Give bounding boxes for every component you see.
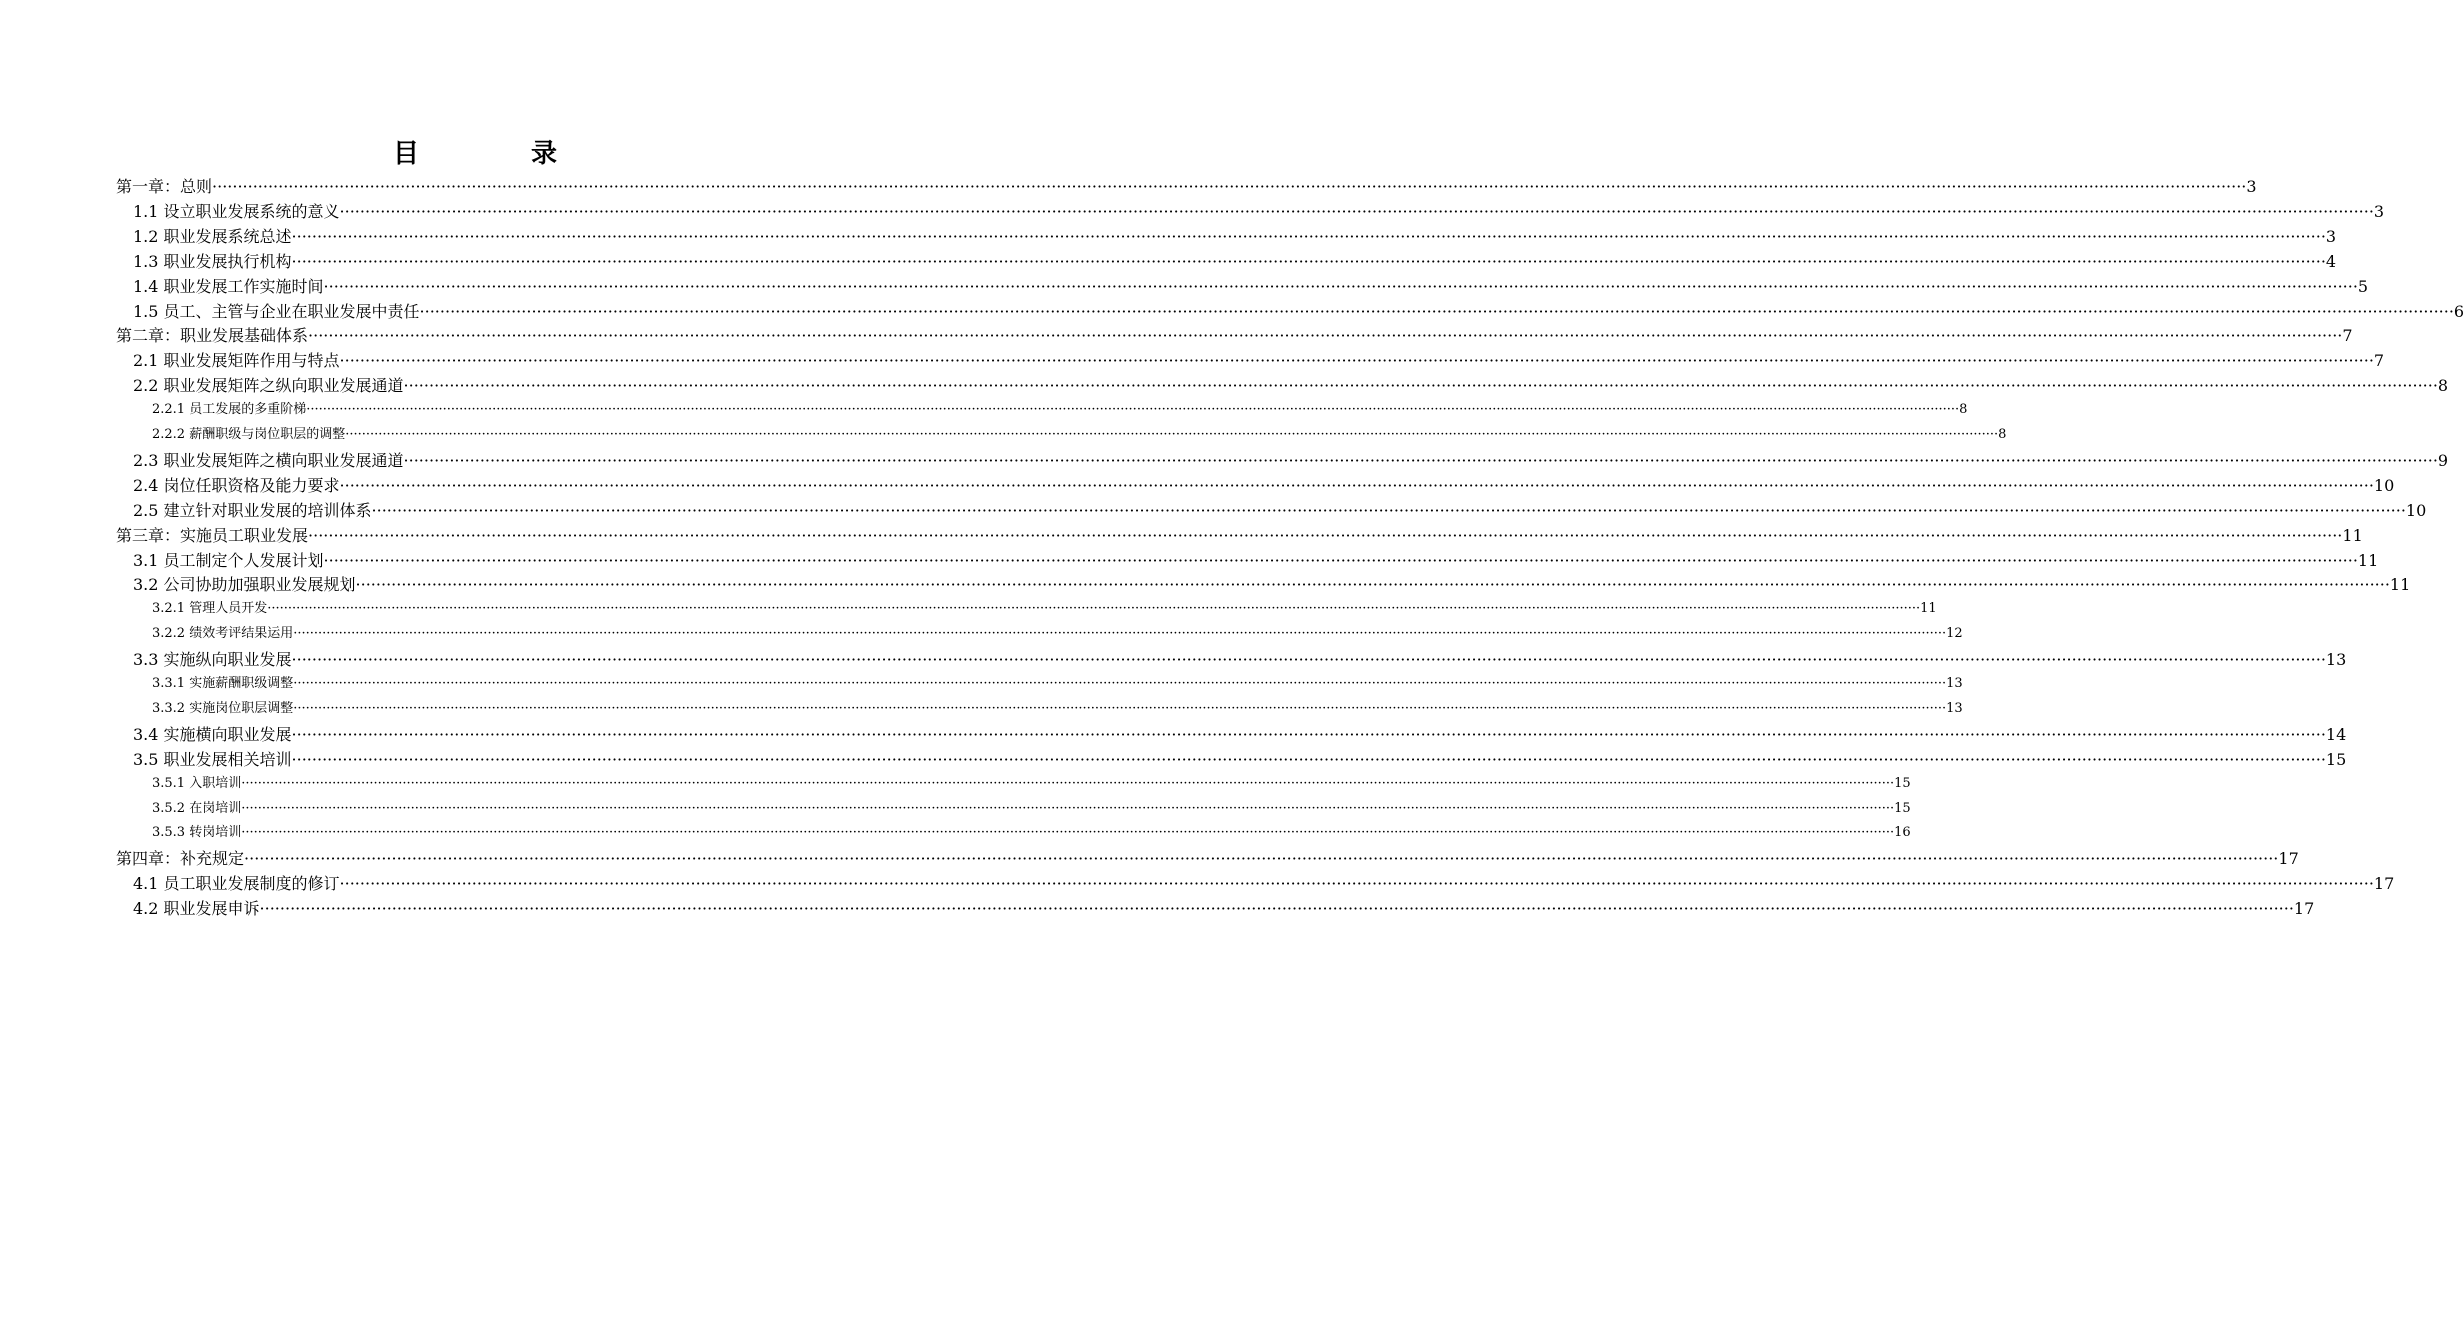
- toc-entry[interactable]: [116, 323, 2353, 346]
- toc-entry-label: 3.5.1 入职培训: [152, 775, 242, 791]
- toc-entry[interactable]: [133, 722, 2347, 745]
- toc-dot-leader: ················································································································································································································································································································································································································: [306, 402, 1960, 418]
- toc-entry[interactable]: [133, 498, 2427, 521]
- toc-dot-leader: ················································································································································································································································································································································································································: [259, 899, 2294, 919]
- toc-dot-leader: ················································································································································································································································································································································································································: [403, 450, 2438, 470]
- toc-dot-leader: ················································································································································································································································································································································································································: [291, 226, 2326, 246]
- toc-entry-page-number: 10: [2373, 475, 2395, 495]
- toc-entry-page-number: 12: [1946, 626, 1963, 642]
- toc-dot-leader: ················································································································································································································································································································································································································: [345, 427, 1999, 442]
- toc-title-part1: 目: [392, 139, 419, 169]
- toc-entry-label: 3.2 公司协助加强职业发展规划: [133, 575, 356, 595]
- toc-entry[interactable]: [133, 224, 2337, 247]
- toc-entry-label: 2.2 职业发展矩阵之纵向职业发展通道: [133, 376, 404, 396]
- toc-dot-leader: ················································································································································································································································································································································································································: [293, 700, 1947, 716]
- toc-entry-label: 2.2.1 员工发展的多重阶梯: [152, 402, 307, 418]
- toc-entry[interactable]: [133, 199, 2385, 222]
- toc-entry[interactable]: [133, 448, 2449, 471]
- toc-entry-label: 3.3.2 实施岗位职层调整: [152, 700, 294, 716]
- toc-entry-page-number: 13: [1946, 676, 1963, 691]
- toc-entry-page-number: 11: [2357, 550, 2379, 570]
- toc-entry-label: 第一章：总则: [116, 177, 213, 196]
- toc-entry-page-number: 15: [1894, 800, 1911, 816]
- toc-entry[interactable]: [133, 548, 2379, 571]
- toc-entry-page-number: 11: [2342, 525, 2363, 545]
- toc-entry-label: 1.1 设立职业发展系统的意义: [133, 201, 340, 221]
- toc-entry-label: 3.5.2 在岗培训: [152, 800, 242, 816]
- toc-dot-leader: ················································································································································································································································································································································································································: [339, 475, 2374, 495]
- toc-entry-page-number: 11: [1920, 601, 1937, 617]
- toc-entry[interactable]: [133, 647, 2347, 670]
- toc-entry[interactable]: [133, 274, 2369, 297]
- toc-entry-page-number: 7: [2373, 351, 2385, 371]
- toc-entry-page-number: 4: [2325, 251, 2337, 271]
- toc-dot-leader: ················································································································································································································································································································································································································: [291, 251, 2326, 271]
- toc-title: [0, 133, 950, 170]
- toc-entry[interactable]: [133, 373, 2449, 396]
- toc-dot-leader: ················································································································································································································································································································································································································: [308, 525, 2343, 545]
- toc-entry[interactable]: [152, 398, 1968, 418]
- toc-dot-leader: ················································································································································································································································································································································································································: [241, 825, 1895, 841]
- toc-entry-label: 第三章：实施员工职业发展: [116, 525, 309, 545]
- toc-entry[interactable]: [152, 772, 1911, 791]
- toc-entry-label: 3.4 实施横向职业发展: [133, 724, 292, 744]
- toc-entry-page-number: 13: [2325, 650, 2347, 670]
- toc-entry[interactable]: [133, 747, 2347, 770]
- toc-dot-leader: ················································································································································································································································································································································································································: [339, 874, 2374, 894]
- toc-entry-page-number: 13: [1946, 700, 1963, 716]
- toc-entry-label: 2.2.2 薪酬职级与岗位职层的调整: [152, 427, 346, 442]
- toc-entry-label: 第二章：职业发展基础体系: [116, 326, 309, 346]
- toc-title-part2: 录: [531, 139, 558, 169]
- toc-entry[interactable]: [152, 423, 2007, 442]
- toc-entry[interactable]: [116, 846, 2299, 869]
- toc-entry-page-number: 15: [1894, 775, 1911, 791]
- toc-entry-page-number: 10: [2405, 500, 2427, 520]
- toc-entry-label: 2.4 岗位任职资格及能力要求: [133, 475, 340, 495]
- toc-entry[interactable]: [152, 622, 1963, 642]
- toc-entry[interactable]: [152, 672, 1963, 691]
- toc-entry[interactable]: [152, 821, 1911, 841]
- toc-entry-page-number: 14: [2325, 724, 2347, 744]
- toc-entry[interactable]: [133, 871, 2395, 894]
- toc-dot-leader: ················································································································································································································································································································································································································: [212, 177, 2247, 196]
- toc-entry-page-number: 11: [2389, 575, 2411, 595]
- toc-dot-leader: ················································································································································································································································································································································································································: [308, 326, 2343, 346]
- toc-dot-leader: ················································································································································································································································································································································································································: [291, 724, 2326, 744]
- toc-dot-leader: ················································································································································································································································································································································································································: [244, 849, 2279, 869]
- toc-entry-page-number: 17: [2293, 899, 2315, 919]
- toc-entry-page-number: 6: [2453, 301, 2464, 321]
- toc-dot-leader: ················································································································································································································································································································································································································: [339, 351, 2374, 371]
- toc-dot-leader: ················································································································································································································································································································································································································: [371, 500, 2406, 520]
- toc-dot-leader: ················································································································································································································································································································································································································: [323, 276, 2358, 296]
- toc-entry-page-number: 9: [2437, 450, 2449, 470]
- toc-entry-page-number: 7: [2342, 326, 2353, 346]
- toc-entry-label: 4.2 职业发展申诉: [133, 899, 260, 919]
- toc-dot-leader: ················································································································································································································································································································································································································: [267, 601, 1921, 617]
- toc-entry-label: 3.1 员工制定个人发展计划: [133, 550, 324, 570]
- toc-entry-page-number: 3: [2246, 177, 2257, 196]
- toc-entry-page-number: 16: [1894, 825, 1911, 841]
- toc-dot-leader: ················································································································································································································································································································································································································: [323, 550, 2358, 570]
- toc-entry-page-number: 3: [2325, 226, 2337, 246]
- toc-entry[interactable]: [133, 473, 2395, 496]
- toc-entry-label: 4.1 员工职业发展制度的修订: [133, 874, 340, 894]
- toc-dot-leader: ················································································································································································································································································································································································································: [403, 376, 2438, 396]
- toc-dot-leader: ················································································································································································································································································································································································································: [293, 626, 1947, 642]
- toc-entry-label: 3.2.1 管理人员开发: [152, 601, 268, 617]
- toc-dot-leader: ················································································································································································································································································································································································································: [339, 201, 2374, 221]
- toc-entry-label: 2.5 建立针对职业发展的培训体系: [133, 500, 372, 520]
- toc-entry-label: 1.2 职业发展系统总述: [133, 226, 292, 246]
- toc-entry-page-number: 8: [2437, 376, 2449, 396]
- toc-entry[interactable]: [133, 249, 2337, 272]
- toc-entry-label: 1.3 职业发展执行机构: [133, 251, 292, 271]
- toc-entry-label: 3.3 实施纵向职业发展: [133, 650, 292, 670]
- toc-entry[interactable]: [152, 697, 1963, 716]
- toc-entry[interactable]: [152, 797, 1911, 816]
- toc-entry-page-number: 8: [1959, 402, 1968, 418]
- toc-entry-page-number: 3: [2373, 201, 2385, 221]
- toc-dot-leader: ················································································································································································································································································································································································································: [291, 650, 2326, 670]
- toc-dot-leader: ················································································································································································································································································································································································································: [291, 749, 2326, 769]
- toc-entry-page-number: 17: [2373, 874, 2395, 894]
- toc-dot-leader: ················································································································································································································································································································································································································: [419, 301, 2454, 321]
- toc-dot-leader: ················································································································································································································································································································································································································: [293, 676, 1947, 691]
- toc-entry[interactable]: [152, 597, 1937, 617]
- toc-entry-label: 1.5 员工、主管与企业在职业发展中责任: [133, 301, 420, 321]
- toc-entry-label: 第四章：补充规定: [116, 849, 245, 869]
- toc-entry-label: 3.2.2 绩效考评结果运用: [152, 626, 294, 642]
- toc-entry-label: 1.4 职业发展工作实施时间: [133, 276, 324, 296]
- toc-dot-leader: ················································································································································································································································································································································································································: [355, 575, 2390, 595]
- toc-entry[interactable]: [133, 572, 2411, 595]
- toc-entry-page-number: 17: [2278, 849, 2299, 869]
- toc-entry-page-number: 5: [2357, 276, 2369, 296]
- toc-dot-leader: ················································································································································································································································································································································································································: [241, 800, 1895, 816]
- toc-entry-label: 3.3.1 实施薪酬职级调整: [152, 676, 294, 691]
- toc-entry-page-number: 8: [1998, 427, 2007, 442]
- toc-entry[interactable]: [116, 523, 2363, 546]
- toc-entry[interactable]: [133, 896, 2315, 919]
- toc-entry-label: 3.5 职业发展相关培训: [133, 749, 292, 769]
- toc-entry[interactable]: [116, 174, 2257, 197]
- toc-entry[interactable]: [133, 348, 2385, 371]
- toc-entry[interactable]: [133, 299, 2464, 322]
- toc-dot-leader: ················································································································································································································································································································································································································: [241, 775, 1895, 791]
- toc-entry-label: 2.1 职业发展矩阵作用与特点: [133, 351, 340, 371]
- toc-entry-page-number: 15: [2325, 749, 2347, 769]
- toc-entry-label: 3.5.3 转岗培训: [152, 825, 242, 841]
- toc-entry-label: 2.3 职业发展矩阵之横向职业发展通道: [133, 450, 404, 470]
